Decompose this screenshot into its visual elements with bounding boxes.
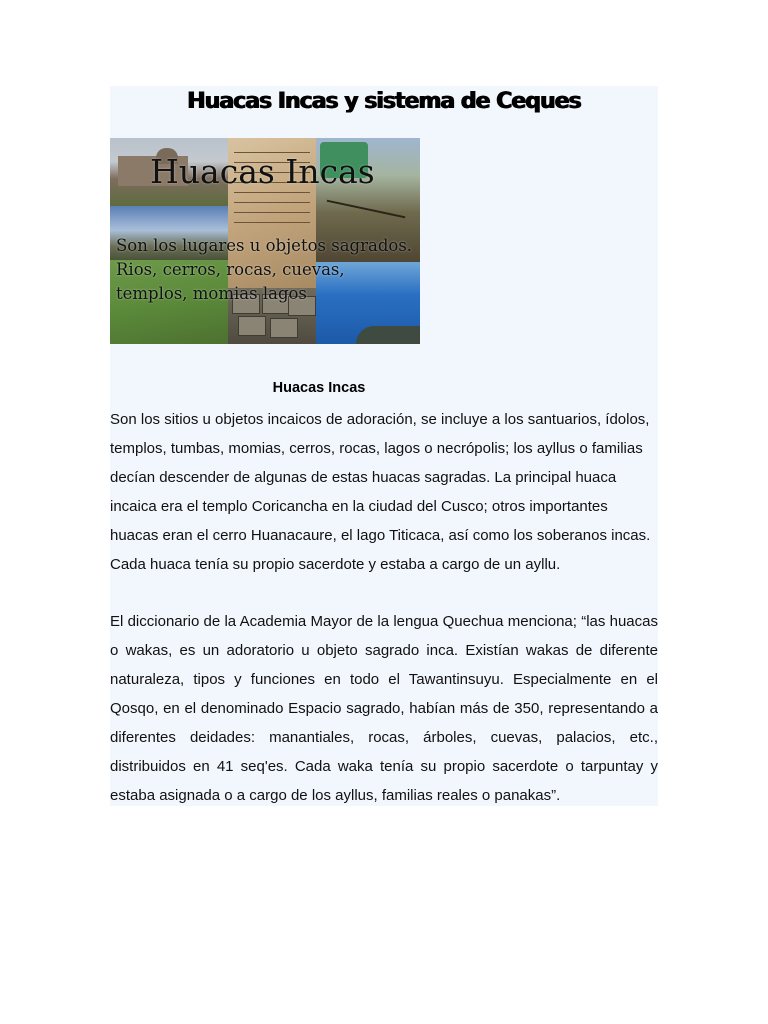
document-title: Huacas Incas y sistema de Ceques [187, 89, 581, 114]
huacas-collage-image [110, 138, 420, 344]
document-block [110, 86, 658, 806]
collage-caption: Son los lugares u objetos sagrados. Rios, cerros, rocas, cuevas, templos, momias lagos [116, 236, 413, 303]
paragraph: Son los sitios u objetos incaicos de adoración, se incluye a los santuarios, ídolos, templos, tumbas, momias, cerros, rocas, lagos o necrópolis; los ayllus o familias decían descender de algunas de estas huacas sagradas. La principal huaca incaica era el templo Coricancha en la ciudad del Cusco; otros importantes huacas eran el cerro Huanacaure, el lago Titicaca, así como los soberanos incas. Cada huaca tenía su propio sacerdote y estaba a cargo de un ayllu. [110, 411, 651, 573]
section-title: Huacas Incas [272, 380, 366, 396]
paragraph: El diccionario de la Academia Mayor de la lengua Quechua menciona; “las huacas o wakas, es un adoratorio u objeto sagrado inca. Existían wakas de diferente naturaleza, tipos y funciones en todo el Tawantinsuyu. Especialmente en el Qosqo, en el denominado Espacio sagrado, habían más de 350, representando a diferentes deidades: manantiales, rocas, árboles, cuevas, palacios, etc., distribuidos en 41 seq'es. Cada waka tenía su propio sacerdote o tarpuntay y estaba asignada o a cargo de los ayllus, familias reales o panakas”. [110, 613, 658, 804]
collage-heading: Huacas Incas [150, 152, 375, 191]
